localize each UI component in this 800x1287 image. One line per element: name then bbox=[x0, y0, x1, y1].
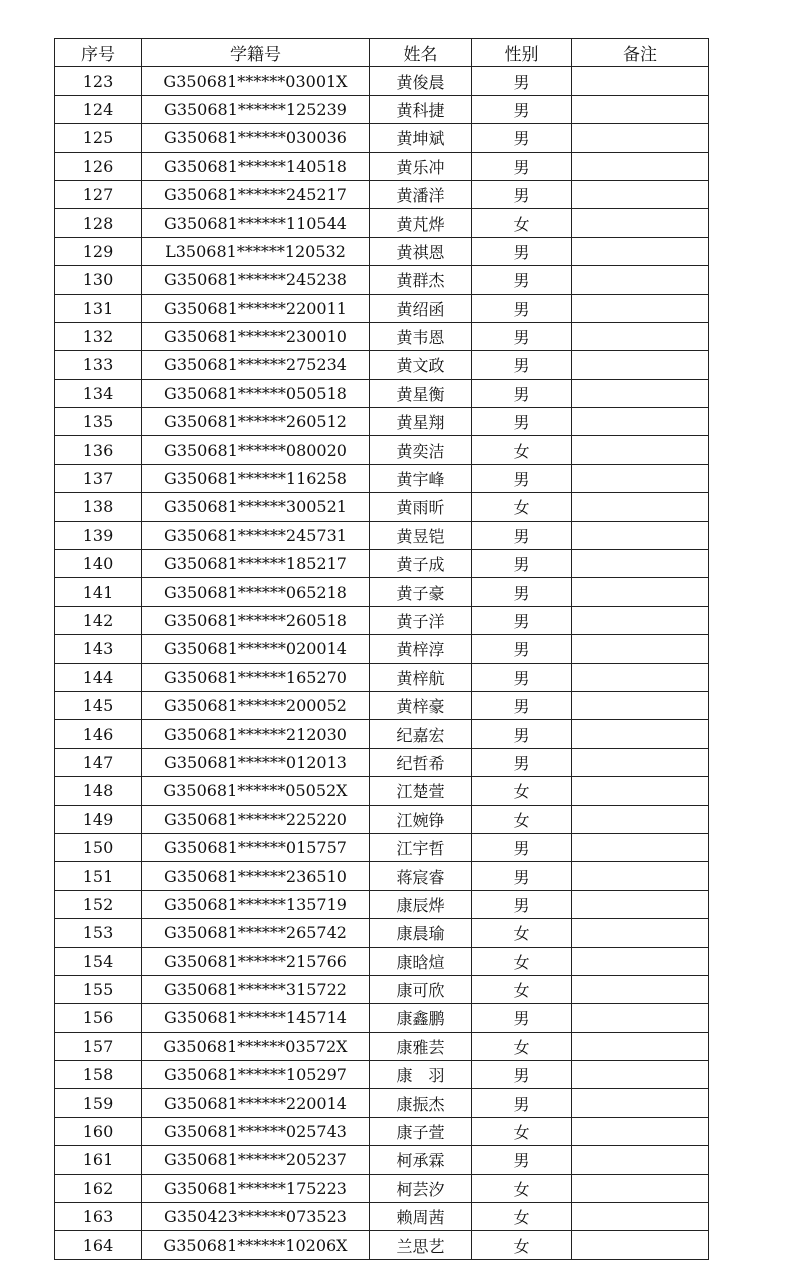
table-row bbox=[55, 720, 709, 748]
cell-name: 黄群杰 bbox=[370, 266, 472, 294]
cell-seq: 152 bbox=[55, 890, 142, 918]
cell-seq: 155 bbox=[55, 975, 142, 1003]
cell-seq: 136 bbox=[55, 436, 142, 464]
header-note: 备注 bbox=[572, 39, 709, 67]
cell-name: 康振杰 bbox=[370, 1089, 472, 1117]
cell-seq: 125 bbox=[55, 124, 142, 152]
cell-seq: 131 bbox=[55, 294, 142, 322]
cell-student-id: G350681******220014 bbox=[142, 1089, 370, 1117]
table-row bbox=[55, 493, 709, 521]
cell-note bbox=[572, 578, 709, 606]
table-row bbox=[55, 1117, 709, 1145]
cell-note bbox=[572, 266, 709, 294]
cell-note bbox=[572, 720, 709, 748]
cell-note bbox=[572, 351, 709, 379]
cell-gender: 女 bbox=[472, 777, 572, 805]
cell-gender: 男 bbox=[472, 180, 572, 208]
cell-gender: 男 bbox=[472, 691, 572, 719]
cell-gender: 女 bbox=[472, 493, 572, 521]
cell-name: 黄昱铠 bbox=[370, 521, 472, 549]
cell-name: 黄文政 bbox=[370, 351, 472, 379]
cell-gender: 男 bbox=[472, 1146, 572, 1174]
cell-seq: 164 bbox=[55, 1231, 142, 1259]
cell-name: 康可欣 bbox=[370, 975, 472, 1003]
cell-student-id: G350423******073523 bbox=[142, 1203, 370, 1231]
cell-student-id: L350681******120532 bbox=[142, 237, 370, 265]
cell-student-id: G350681******230010 bbox=[142, 322, 370, 350]
cell-note bbox=[572, 408, 709, 436]
table-row bbox=[55, 919, 709, 947]
cell-gender: 女 bbox=[472, 436, 572, 464]
table-row bbox=[55, 578, 709, 606]
cell-name: 赖周茜 bbox=[370, 1203, 472, 1231]
cell-student-id: G350681******140518 bbox=[142, 152, 370, 180]
cell-gender: 男 bbox=[472, 578, 572, 606]
header-gender: 性别 bbox=[472, 39, 572, 67]
cell-note bbox=[572, 862, 709, 890]
cell-student-id: G350681******315722 bbox=[142, 975, 370, 1003]
cell-gender: 男 bbox=[472, 635, 572, 663]
cell-gender: 女 bbox=[472, 805, 572, 833]
cell-note bbox=[572, 379, 709, 407]
table-row bbox=[55, 975, 709, 1003]
cell-name: 康辰烨 bbox=[370, 890, 472, 918]
cell-seq: 157 bbox=[55, 1032, 142, 1060]
table-row bbox=[55, 1231, 709, 1259]
table-row bbox=[55, 436, 709, 464]
cell-name: 康雅芸 bbox=[370, 1032, 472, 1060]
table-row bbox=[55, 379, 709, 407]
cell-gender: 男 bbox=[472, 1061, 572, 1089]
cell-student-id: G350681******030036 bbox=[142, 124, 370, 152]
cell-gender: 男 bbox=[472, 152, 572, 180]
cell-note bbox=[572, 606, 709, 634]
header-name: 姓名 bbox=[370, 39, 472, 67]
table-row bbox=[55, 408, 709, 436]
cell-note bbox=[572, 67, 709, 95]
cell-gender: 男 bbox=[472, 237, 572, 265]
cell-name: 康晗煊 bbox=[370, 947, 472, 975]
cell-seq: 145 bbox=[55, 691, 142, 719]
cell-name: 黄乐冲 bbox=[370, 152, 472, 180]
table-row bbox=[55, 606, 709, 634]
table-row bbox=[55, 890, 709, 918]
header-student-id: 学籍号 bbox=[142, 39, 370, 67]
cell-note bbox=[572, 493, 709, 521]
cell-name: 黄坤斌 bbox=[370, 124, 472, 152]
cell-gender: 男 bbox=[472, 833, 572, 861]
cell-note bbox=[572, 1089, 709, 1117]
cell-name: 黄韦恩 bbox=[370, 322, 472, 350]
cell-gender: 男 bbox=[472, 1004, 572, 1032]
cell-name: 黄雨昕 bbox=[370, 493, 472, 521]
cell-student-id: G350681******012013 bbox=[142, 748, 370, 776]
cell-student-id: G350681******300521 bbox=[142, 493, 370, 521]
cell-student-id: G350681******185217 bbox=[142, 550, 370, 578]
table-row bbox=[55, 521, 709, 549]
cell-note bbox=[572, 180, 709, 208]
cell-note bbox=[572, 947, 709, 975]
cell-note bbox=[572, 1203, 709, 1231]
cell-seq: 159 bbox=[55, 1089, 142, 1117]
cell-seq: 134 bbox=[55, 379, 142, 407]
cell-seq: 162 bbox=[55, 1174, 142, 1202]
cell-student-id: G350681******025743 bbox=[142, 1117, 370, 1145]
cell-name: 康子萱 bbox=[370, 1117, 472, 1145]
cell-note bbox=[572, 124, 709, 152]
table-row bbox=[55, 180, 709, 208]
cell-seq: 156 bbox=[55, 1004, 142, 1032]
cell-note bbox=[572, 294, 709, 322]
cell-note bbox=[572, 322, 709, 350]
table-row bbox=[55, 947, 709, 975]
cell-seq: 144 bbox=[55, 663, 142, 691]
cell-gender: 男 bbox=[472, 606, 572, 634]
cell-student-id: G350681******145714 bbox=[142, 1004, 370, 1032]
header-row bbox=[55, 39, 709, 67]
table-row bbox=[55, 1146, 709, 1174]
cell-student-id: G350681******260512 bbox=[142, 408, 370, 436]
cell-gender: 女 bbox=[472, 947, 572, 975]
table-row bbox=[55, 209, 709, 237]
cell-gender: 男 bbox=[472, 351, 572, 379]
cell-gender: 男 bbox=[472, 266, 572, 294]
table-row bbox=[55, 237, 709, 265]
table-row bbox=[55, 67, 709, 95]
table-header bbox=[55, 39, 709, 67]
cell-student-id: G350681******265742 bbox=[142, 919, 370, 947]
cell-note bbox=[572, 521, 709, 549]
cell-gender: 男 bbox=[472, 322, 572, 350]
table-row bbox=[55, 663, 709, 691]
cell-name: 黄梓航 bbox=[370, 663, 472, 691]
table-row bbox=[55, 322, 709, 350]
cell-student-id: G350681******110544 bbox=[142, 209, 370, 237]
cell-student-id: G350681******175223 bbox=[142, 1174, 370, 1202]
table-row bbox=[55, 152, 709, 180]
cell-note bbox=[572, 1061, 709, 1089]
cell-seq: 128 bbox=[55, 209, 142, 237]
cell-name: 黄星翔 bbox=[370, 408, 472, 436]
cell-note bbox=[572, 152, 709, 180]
cell-name: 黄子成 bbox=[370, 550, 472, 578]
cell-seq: 160 bbox=[55, 1117, 142, 1145]
cell-note bbox=[572, 663, 709, 691]
cell-seq: 127 bbox=[55, 180, 142, 208]
cell-seq: 124 bbox=[55, 95, 142, 123]
cell-gender: 女 bbox=[472, 209, 572, 237]
table-row bbox=[55, 1174, 709, 1202]
cell-seq: 158 bbox=[55, 1061, 142, 1089]
cell-student-id: G350681******105297 bbox=[142, 1061, 370, 1089]
cell-student-id: G350681******015757 bbox=[142, 833, 370, 861]
cell-name: 柯芸汐 bbox=[370, 1174, 472, 1202]
cell-name: 黄潘洋 bbox=[370, 180, 472, 208]
cell-note bbox=[572, 748, 709, 776]
cell-name: 纪嘉宏 bbox=[370, 720, 472, 748]
cell-name: 黄科捷 bbox=[370, 95, 472, 123]
cell-seq: 151 bbox=[55, 862, 142, 890]
cell-student-id: G350681******200052 bbox=[142, 691, 370, 719]
cell-name: 纪哲希 bbox=[370, 748, 472, 776]
cell-note bbox=[572, 833, 709, 861]
cell-student-id: G350681******245238 bbox=[142, 266, 370, 294]
table-row bbox=[55, 1203, 709, 1231]
cell-gender: 女 bbox=[472, 1117, 572, 1145]
cell-student-id: G350681******116258 bbox=[142, 464, 370, 492]
cell-gender: 男 bbox=[472, 124, 572, 152]
cell-name: 黄梓豪 bbox=[370, 691, 472, 719]
table-row bbox=[55, 294, 709, 322]
cell-gender: 男 bbox=[472, 67, 572, 95]
cell-note bbox=[572, 237, 709, 265]
cell-student-id: G350681******215766 bbox=[142, 947, 370, 975]
cell-note bbox=[572, 464, 709, 492]
cell-name: 康晨瑜 bbox=[370, 919, 472, 947]
cell-name: 黄宇峰 bbox=[370, 464, 472, 492]
cell-seq: 137 bbox=[55, 464, 142, 492]
table-row bbox=[55, 691, 709, 719]
cell-note bbox=[572, 209, 709, 237]
table-row bbox=[55, 124, 709, 152]
table-row bbox=[55, 1004, 709, 1032]
cell-gender: 男 bbox=[472, 294, 572, 322]
cell-student-id: G350681******225220 bbox=[142, 805, 370, 833]
cell-student-id: G350681******220011 bbox=[142, 294, 370, 322]
cell-student-id: G350681******275234 bbox=[142, 351, 370, 379]
cell-student-id: G350681******245731 bbox=[142, 521, 370, 549]
cell-student-id: G350681******205237 bbox=[142, 1146, 370, 1174]
cell-seq: 154 bbox=[55, 947, 142, 975]
cell-note bbox=[572, 975, 709, 1003]
cell-student-id: G350681******020014 bbox=[142, 635, 370, 663]
cell-name: 黄星衡 bbox=[370, 379, 472, 407]
cell-gender: 男 bbox=[472, 1089, 572, 1117]
table-row bbox=[55, 1032, 709, 1060]
cell-name: 黄子豪 bbox=[370, 578, 472, 606]
cell-seq: 148 bbox=[55, 777, 142, 805]
cell-name: 黄子洋 bbox=[370, 606, 472, 634]
table-row bbox=[55, 351, 709, 379]
cell-name: 兰思艺 bbox=[370, 1231, 472, 1259]
cell-gender: 男 bbox=[472, 379, 572, 407]
header-seq: 序号 bbox=[55, 39, 142, 67]
table-row bbox=[55, 777, 709, 805]
cell-gender: 女 bbox=[472, 1174, 572, 1202]
cell-note bbox=[572, 1174, 709, 1202]
cell-seq: 146 bbox=[55, 720, 142, 748]
cell-seq: 150 bbox=[55, 833, 142, 861]
cell-student-id: G350681******080020 bbox=[142, 436, 370, 464]
table-row bbox=[55, 1061, 709, 1089]
cell-student-id: G350681******212030 bbox=[142, 720, 370, 748]
cell-name: 柯承霖 bbox=[370, 1146, 472, 1174]
cell-gender: 男 bbox=[472, 663, 572, 691]
cell-seq: 141 bbox=[55, 578, 142, 606]
cell-student-id: G350681******236510 bbox=[142, 862, 370, 890]
cell-note bbox=[572, 691, 709, 719]
table-row bbox=[55, 266, 709, 294]
cell-name: 黄奕洁 bbox=[370, 436, 472, 464]
cell-seq: 135 bbox=[55, 408, 142, 436]
cell-name: 江宇哲 bbox=[370, 833, 472, 861]
cell-gender: 女 bbox=[472, 1203, 572, 1231]
cell-seq: 140 bbox=[55, 550, 142, 578]
table-body bbox=[55, 67, 709, 1259]
cell-note bbox=[572, 550, 709, 578]
cell-student-id: G350681******050518 bbox=[142, 379, 370, 407]
cell-student-id: G350681******10206X bbox=[142, 1231, 370, 1259]
cell-note bbox=[572, 777, 709, 805]
cell-seq: 133 bbox=[55, 351, 142, 379]
cell-name: 黄绍函 bbox=[370, 294, 472, 322]
cell-student-id: G350681******245217 bbox=[142, 180, 370, 208]
table-row bbox=[55, 550, 709, 578]
cell-seq: 161 bbox=[55, 1146, 142, 1174]
cell-gender: 男 bbox=[472, 550, 572, 578]
table-row bbox=[55, 748, 709, 776]
cell-student-id: G350681******03001X bbox=[142, 67, 370, 95]
cell-name: 江楚萱 bbox=[370, 777, 472, 805]
cell-name: 黄俊晨 bbox=[370, 67, 472, 95]
cell-note bbox=[572, 919, 709, 947]
cell-student-id: G350681******260518 bbox=[142, 606, 370, 634]
cell-note bbox=[572, 890, 709, 918]
cell-student-id: G350681******03572X bbox=[142, 1032, 370, 1060]
cell-student-id: G350681******165270 bbox=[142, 663, 370, 691]
cell-gender: 男 bbox=[472, 720, 572, 748]
table-row bbox=[55, 862, 709, 890]
cell-seq: 143 bbox=[55, 635, 142, 663]
cell-gender: 男 bbox=[472, 464, 572, 492]
cell-seq: 126 bbox=[55, 152, 142, 180]
cell-name: 黄祺恩 bbox=[370, 237, 472, 265]
table-row bbox=[55, 464, 709, 492]
table-row bbox=[55, 805, 709, 833]
cell-note bbox=[572, 1146, 709, 1174]
cell-gender: 女 bbox=[472, 975, 572, 1003]
table-row bbox=[55, 833, 709, 861]
cell-gender: 男 bbox=[472, 95, 572, 123]
cell-seq: 123 bbox=[55, 67, 142, 95]
cell-name: 黄梓淳 bbox=[370, 635, 472, 663]
cell-seq: 138 bbox=[55, 493, 142, 521]
cell-note bbox=[572, 436, 709, 464]
table-row bbox=[55, 95, 709, 123]
cell-name: 蒋宸睿 bbox=[370, 862, 472, 890]
student-roster-table bbox=[54, 38, 709, 1260]
cell-gender: 男 bbox=[472, 408, 572, 436]
cell-note bbox=[572, 95, 709, 123]
cell-note bbox=[572, 1032, 709, 1060]
cell-seq: 142 bbox=[55, 606, 142, 634]
cell-gender: 男 bbox=[472, 862, 572, 890]
cell-note bbox=[572, 1231, 709, 1259]
cell-seq: 139 bbox=[55, 521, 142, 549]
cell-seq: 129 bbox=[55, 237, 142, 265]
cell-note bbox=[572, 1117, 709, 1145]
cell-gender: 男 bbox=[472, 748, 572, 776]
cell-name: 黄芃烨 bbox=[370, 209, 472, 237]
cell-seq: 149 bbox=[55, 805, 142, 833]
cell-note bbox=[572, 635, 709, 663]
cell-seq: 147 bbox=[55, 748, 142, 776]
cell-gender: 女 bbox=[472, 1231, 572, 1259]
cell-student-id: G350681******125239 bbox=[142, 95, 370, 123]
cell-seq: 163 bbox=[55, 1203, 142, 1231]
cell-gender: 女 bbox=[472, 919, 572, 947]
cell-student-id: G350681******065218 bbox=[142, 578, 370, 606]
cell-gender: 男 bbox=[472, 890, 572, 918]
cell-student-id: G350681******135719 bbox=[142, 890, 370, 918]
cell-gender: 女 bbox=[472, 1032, 572, 1060]
cell-name: 江婉铮 bbox=[370, 805, 472, 833]
cell-name: 康 羽 bbox=[370, 1061, 472, 1089]
table-row bbox=[55, 1089, 709, 1117]
cell-note bbox=[572, 1004, 709, 1032]
cell-seq: 132 bbox=[55, 322, 142, 350]
cell-seq: 130 bbox=[55, 266, 142, 294]
cell-note bbox=[572, 805, 709, 833]
cell-seq: 153 bbox=[55, 919, 142, 947]
cell-student-id: G350681******05052X bbox=[142, 777, 370, 805]
cell-gender: 男 bbox=[472, 521, 572, 549]
table-row bbox=[55, 635, 709, 663]
cell-name: 康鑫鹏 bbox=[370, 1004, 472, 1032]
